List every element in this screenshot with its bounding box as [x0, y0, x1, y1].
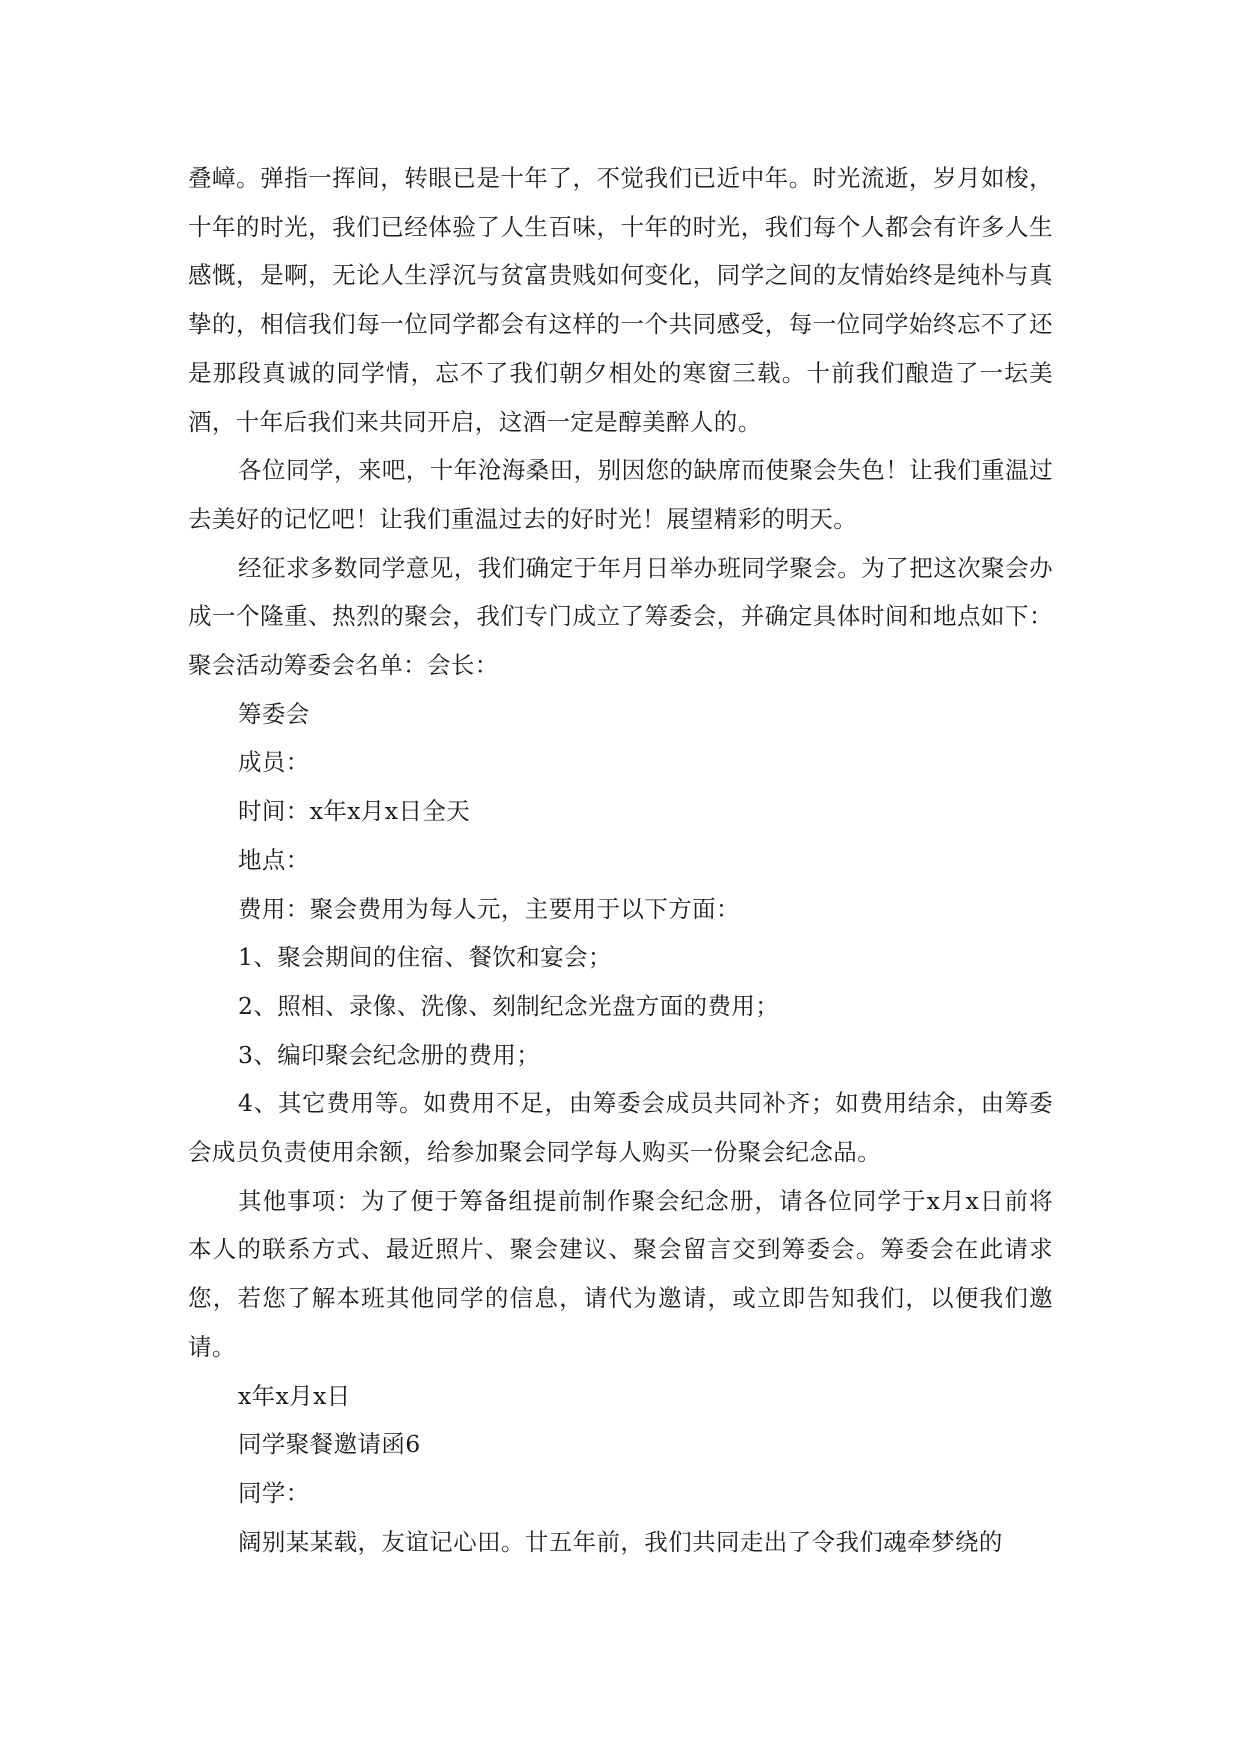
- section-heading: 同学聚餐邀请函6: [238, 1430, 421, 1459]
- list-item-fee-3: 3、编印聚会纪念册的费用；: [238, 1040, 541, 1069]
- paragraph-location: 地点：: [238, 845, 310, 874]
- paragraph-committee-intro: 经征求多数同学意见，我们确定于年月日举办班同学聚会。为了把这次聚会办成一个隆重、热烈的聚会，我们专门成立了筹委会，并确定具体时间和地点如下：聚会活动筹委会名单：会长：: [188, 553, 1053, 680]
- paragraph-opening: 阔别某某载，友谊记心田。廿五年前，我们共同走出了令我们魂牵梦绕的: [238, 1527, 1003, 1556]
- document-body: [188, 154, 1053, 1566]
- paragraph-members-label: 成员：: [238, 748, 310, 777]
- paragraph-date: x年x月x日: [238, 1381, 351, 1410]
- list-item-fee-2: 2、照相、录像、洗像、刻制纪念光盘方面的费用；: [238, 991, 780, 1020]
- paragraph-time: 时间：x年x月x日全天: [238, 797, 471, 826]
- paragraph-other-matters: 其他事项：为了便于筹备组提前制作聚会纪念册，请各位同学于x月x日前将本人的联系方式、最近照片、聚会建议、聚会留言交到筹委会。筹委会在此请求您，若您了解本班其他同学的信息，请代为邀请，或立即告知我们，以便我们邀请。: [188, 1186, 1053, 1361]
- paragraph-committee-label: 筹委会: [238, 699, 310, 728]
- paragraph-fee: 费用：聚会费用为每人元，主要用于以下方面：: [238, 894, 740, 923]
- paragraph-salutation: 同学：: [238, 1478, 310, 1507]
- paragraph-invitation-appeal: 各位同学，来吧，十年沧海桑田，别因您的缺席而使聚会失色！让我们重温过去美好的记忆吧！让我们重温过去的好时光！展望精彩的明天。: [188, 456, 1053, 533]
- list-item-fee-4: 4、其它费用等。如费用不足，由筹委会成员共同补齐；如费用结余，由筹委会成员负责使用余额，给参加聚会同学每人购买一份聚会纪念品。: [188, 1089, 1053, 1167]
- list-item-fee-1: 1、聚会期间的住宿、餐饮和宴会；: [238, 943, 612, 972]
- paragraph-reflection: 叠嶂。弹指一挥间，转眼已是十年了，不觉我们已近中年。时光流逝，岁月如梭，十年的时光，我们已经体验了人生百味，十年的时光，我们每个人都会有许多人生感慨，是啊，无论人生浮沉与贫富贵贱如何变化，同学之间的友情始终是纯朴与真挚的，相信我们每一位同学都会有这样的一个共同感受，每一位同学始终忘不了还是那段真诚的同学情，忘不了我们朝夕相处的寒窗三载。十前我们酿造了一坛美酒，十年后我们来共同开启，这酒一定是醇美醉人的。: [188, 164, 1053, 436]
